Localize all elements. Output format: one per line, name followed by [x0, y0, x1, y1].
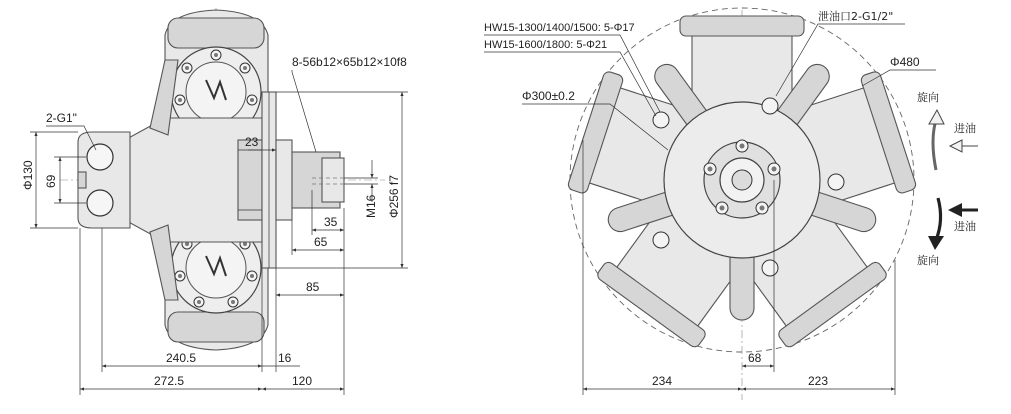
dim-85: 85	[306, 280, 320, 294]
port-label: 2-G1"	[46, 111, 77, 125]
dim-69: 69	[44, 174, 58, 188]
inlet-bottom-label: 进油	[954, 220, 976, 233]
rotation-direction-bottom	[917, 198, 978, 267]
dim-phi480: Φ480	[890, 55, 920, 69]
dim-phi256: Φ256 f7	[387, 175, 401, 218]
hole-note-2: HW15-1600/1800: 5-Φ21	[484, 39, 608, 51]
dim-m16: M16	[364, 194, 378, 218]
rotation-direction-top	[917, 90, 978, 170]
hole-note-1: HW15-1300/1400/1500: 5-Φ17	[484, 22, 635, 34]
rotation-top-label: 旋向	[917, 91, 939, 104]
dim-272-5: 272.5	[154, 374, 185, 388]
spline-spec: 8-56b12×65b12×10f8	[292, 55, 407, 69]
dim-23: 23	[245, 135, 259, 149]
front-view	[484, 8, 978, 400]
inlet-top-label: 进油	[954, 122, 976, 135]
dim-223: 223	[808, 374, 829, 388]
dim-240-5: 240.5	[166, 351, 197, 365]
dim-phi130: Φ130	[21, 160, 35, 190]
dim-68: 68	[748, 351, 762, 365]
dim-120: 120	[292, 374, 313, 388]
rotation-bottom-label: 旋向	[917, 254, 939, 267]
side-view	[21, 8, 408, 395]
dim-phi300: Φ300±0.2	[522, 89, 575, 103]
dim-16: 16	[278, 351, 292, 365]
dim-65: 65	[314, 235, 328, 249]
drain-port-label: 泄油口2-G1/2"	[818, 10, 894, 23]
dim-35: 35	[324, 215, 338, 229]
dim-234: 234	[652, 374, 673, 388]
